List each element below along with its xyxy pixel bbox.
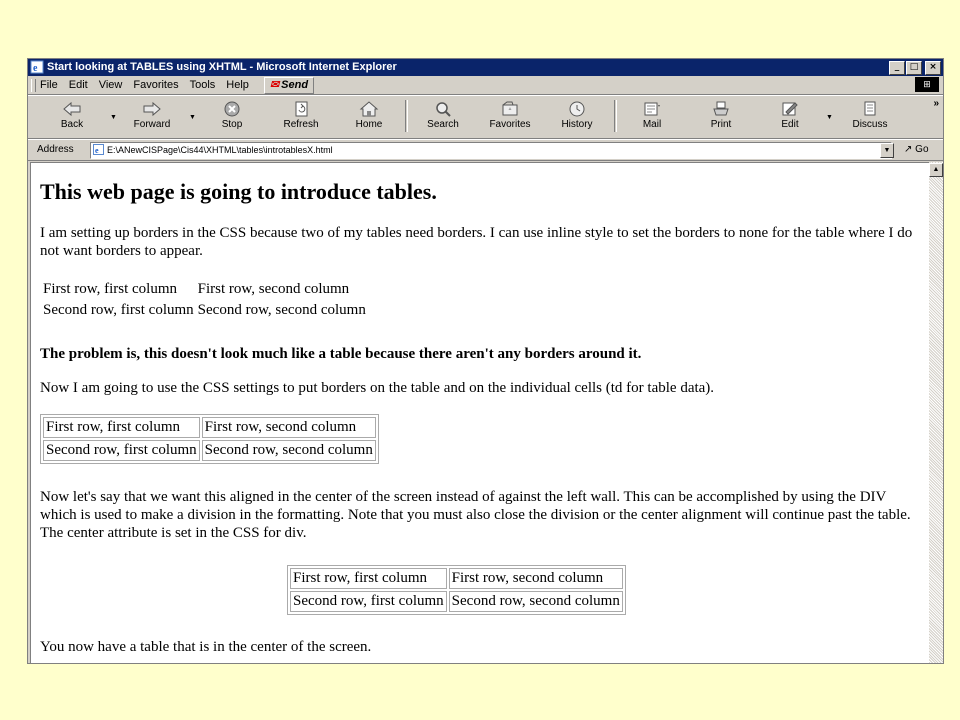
browser-window	[27, 58, 944, 664]
refresh-label: Refresh	[283, 119, 319, 130]
table-row	[42, 301, 367, 320]
table-cell: First row, first column	[43, 281, 178, 297]
center-div-paragraph: Now let's say that we want this aligned in the center of the screen instead of against the left wall. This can be accomplished by using the DIV which is used to make a division in the formatting. Note that you must also close the division or the center alignment will continue past the table. The center attribute is set in the CSS for div.	[40, 489, 911, 541]
discuss-icon	[860, 100, 880, 118]
table-row	[42, 280, 367, 299]
menu-view[interactable]: View	[98, 79, 123, 91]
toolbar-separator	[614, 100, 617, 132]
table-cell: Second row, second column	[449, 591, 623, 612]
table-cell: First row, second column	[449, 568, 623, 589]
table-cell: First row, second column	[197, 281, 350, 297]
table-cell: Second row, first column	[43, 440, 200, 461]
menu-bar	[28, 76, 943, 95]
history-icon	[567, 100, 587, 118]
stop-label: Stop	[221, 119, 243, 130]
send-label: Send	[281, 79, 309, 91]
mail-label: Mail	[642, 119, 662, 130]
favorites-button[interactable]	[480, 99, 540, 131]
close-button[interactable]: ×	[925, 61, 941, 75]
ie-logo-icon	[30, 60, 44, 74]
home-label: Home	[355, 119, 383, 130]
search-label: Search	[427, 119, 459, 130]
history-label: History	[561, 119, 593, 130]
history-button[interactable]	[547, 99, 607, 131]
back-label: Back	[60, 119, 84, 130]
favorites-icon	[500, 100, 520, 118]
forward-dropdown-icon[interactable]: ▼	[189, 114, 196, 121]
print-icon	[711, 100, 731, 118]
centered-table	[287, 565, 626, 615]
edit-button[interactable]	[760, 99, 820, 131]
standard-toolbar	[28, 95, 943, 139]
back-dropdown-icon[interactable]: ▼	[110, 114, 117, 121]
search-icon	[433, 100, 453, 118]
minimize-button[interactable]: _	[889, 61, 905, 75]
forward-button[interactable]	[122, 99, 182, 131]
table-cell: First row, first column	[290, 568, 447, 589]
refresh-button[interactable]	[271, 99, 331, 131]
go-label: Go	[915, 144, 929, 155]
address-input[interactable]	[90, 142, 892, 159]
forward-label: Forward	[133, 119, 171, 130]
window-title: Start looking at TABLES using XHTML - Microsoft Internet Explorer	[47, 61, 397, 73]
maximize-button[interactable]: □	[906, 61, 922, 75]
borderless-table	[40, 278, 369, 322]
edit-dropdown-icon[interactable]: ▼	[826, 114, 833, 121]
print-label: Print	[710, 119, 732, 130]
conclusion-paragraph: You now have a table that is in the center of the screen.	[40, 639, 372, 655]
scroll-up-icon[interactable]: ▲	[929, 163, 943, 177]
menu-favorites[interactable]: Favorites	[133, 79, 179, 91]
table-row	[290, 591, 623, 612]
print-button[interactable]	[691, 99, 751, 131]
vertical-scrollbar[interactable]	[929, 162, 943, 663]
menu-tools[interactable]: Tools	[189, 79, 216, 91]
edit-icon	[780, 100, 800, 118]
toolbar-more-icon[interactable]: »	[933, 98, 939, 109]
title-bar	[28, 59, 943, 76]
table-cell: Second row, first column	[290, 591, 447, 612]
stop-icon	[223, 100, 241, 118]
address-bar	[28, 139, 943, 161]
page-icon	[93, 144, 104, 155]
mail-button[interactable]	[622, 99, 682, 131]
back-button[interactable]	[42, 99, 102, 131]
svg-text:e: e	[95, 146, 99, 155]
favorites-label: Favorites	[489, 119, 531, 130]
table-cell: Second row, second column	[202, 440, 376, 461]
search-button[interactable]	[413, 99, 473, 131]
menu-help[interactable]: Help	[226, 79, 249, 91]
back-arrow-icon	[62, 101, 82, 117]
menu-edit[interactable]: Edit	[68, 79, 88, 91]
home-button[interactable]	[339, 99, 399, 131]
windows-logo-icon: ⊞	[915, 77, 939, 92]
page-content	[30, 162, 929, 664]
intro-paragraph: I am setting up borders in the CSS because two of my tables need borders. I can use inline style to set the borders to none for the table where I do not want borders to appear.	[40, 225, 913, 259]
edit-label: Edit	[781, 119, 799, 130]
discuss-label: Discuss	[852, 119, 888, 130]
address-dropdown-icon[interactable]: ▼	[880, 143, 894, 158]
table-cell: First row, first column	[43, 417, 200, 438]
address-label: Address	[37, 144, 74, 155]
table-row	[43, 417, 376, 438]
menubar-grip	[31, 79, 36, 92]
discuss-button[interactable]	[840, 99, 900, 131]
forward-arrow-icon	[142, 101, 162, 117]
table-cell: Second row, first column	[43, 302, 194, 318]
send-button[interactable]	[264, 77, 314, 94]
go-button[interactable]	[904, 140, 929, 160]
home-icon	[359, 100, 379, 118]
table-row	[290, 568, 623, 589]
send-icon: ✉	[269, 79, 280, 91]
page-heading: This web page is going to introduce tables.	[40, 179, 437, 204]
table-row	[43, 440, 376, 461]
refresh-icon	[292, 100, 310, 118]
css-borders-paragraph: Now I am going to use the CSS settings to put borders on the table and on the individual cells (td for table data).	[40, 380, 715, 396]
problem-paragraph: The problem is, this doesn't look much like a table because there aren't any borders around it.	[40, 346, 642, 362]
svg-text:e: e	[33, 63, 38, 74]
stop-button[interactable]	[202, 99, 262, 131]
toolbar-separator	[405, 100, 408, 132]
go-arrow-icon: ↗	[904, 144, 913, 155]
table-cell: First row, second column	[202, 417, 376, 438]
mail-icon	[642, 100, 662, 118]
address-value: E:\ANewCISPage\Cis44\XHTML\tables\introtablesX.html	[107, 145, 333, 155]
table-cell: Second row, second column	[197, 302, 366, 318]
menu-file[interactable]: File	[40, 79, 58, 91]
bordered-table	[40, 414, 379, 464]
